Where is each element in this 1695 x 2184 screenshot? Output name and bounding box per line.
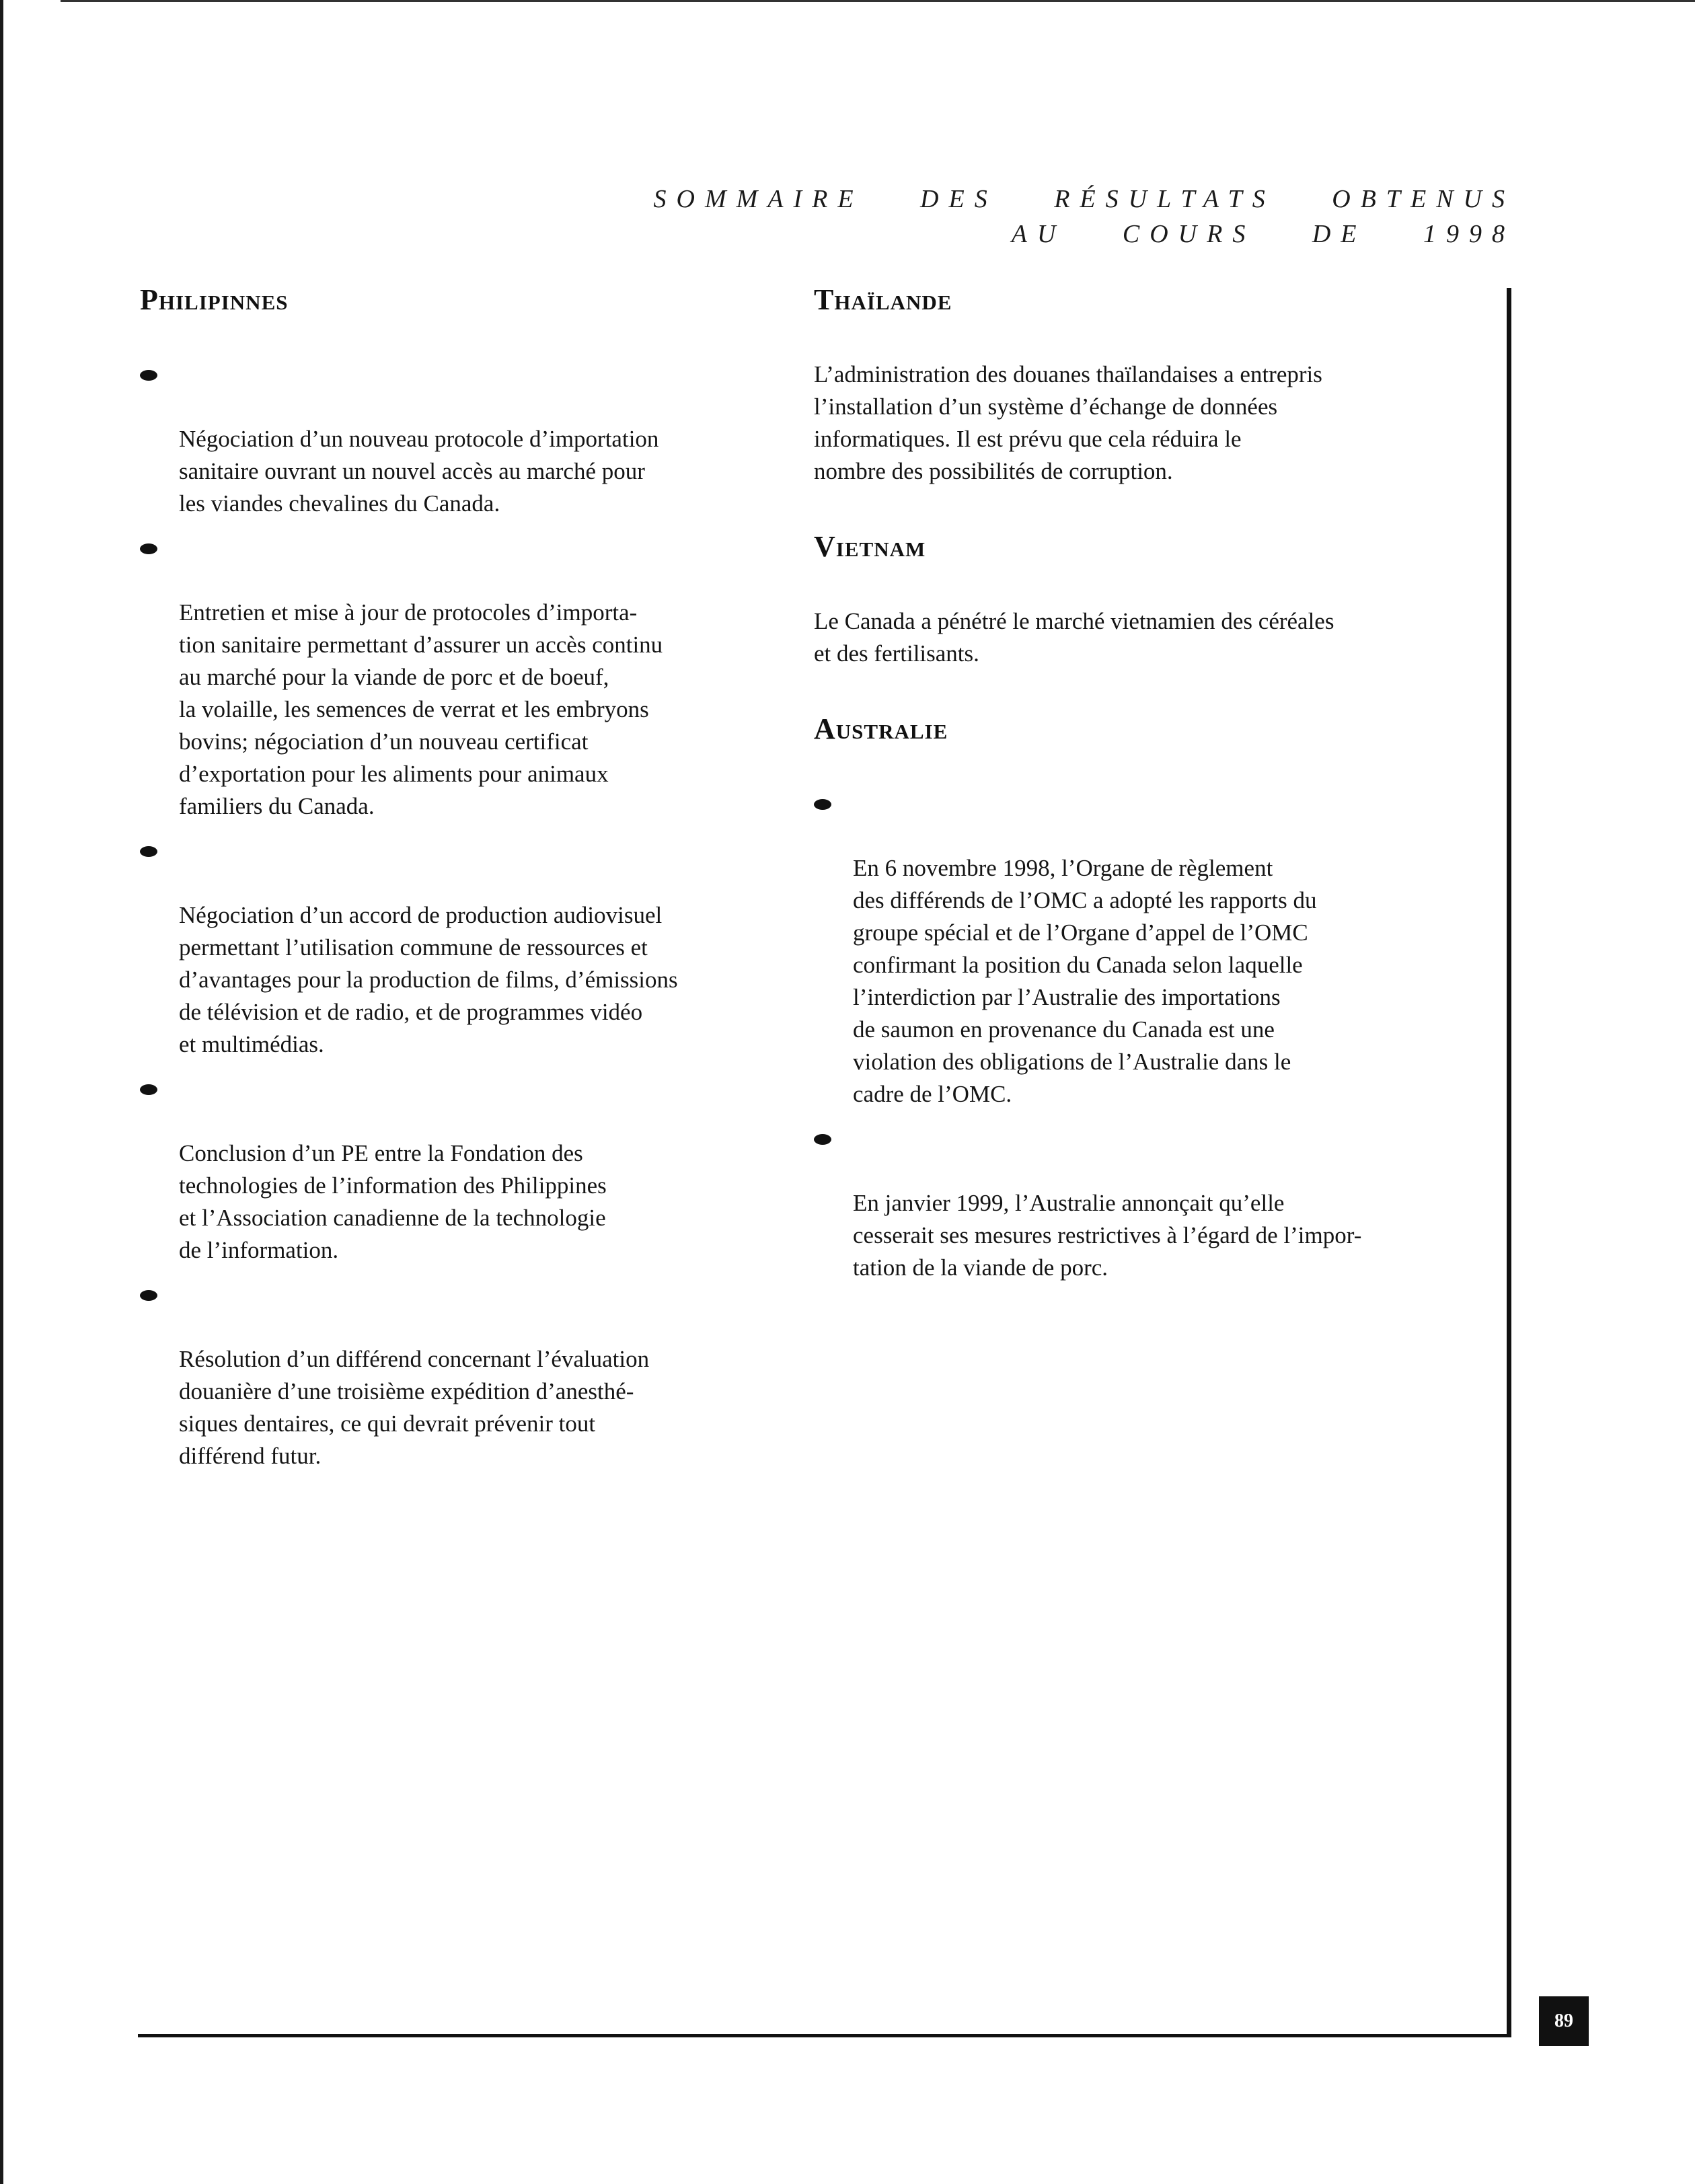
running-header-line-1: SOMMAIRE DES RÉSULTATS OBTENUS xyxy=(653,185,1515,213)
frame-rule-right xyxy=(1507,288,1511,2037)
list-item xyxy=(140,835,745,1061)
philippines-bullet-list xyxy=(140,359,745,1472)
australie-bullet-list xyxy=(814,788,1419,1284)
section-vietnam xyxy=(814,529,1419,670)
section-heading-philippines: Philipinnes xyxy=(140,283,289,316)
list-item-text: En janvier 1999, l’Australie annonçait qu’elle cesserait ses mesures restrictives à l’égard de l’impor- tation de la viande de porc. xyxy=(853,1190,1362,1281)
list-item xyxy=(814,788,1419,1110)
list-item-text: Entretien et mise à jour de protocoles d’importa- tion sanitaire permettant d’assurer un accès continu au marché pour la viande de porc et de boeuf, la volaille, les semences de verrat et les embryons bovins; négociation d’un nouveau certificat d’exportation pour les aliments pour animaux familiers du Canada. xyxy=(179,599,663,819)
section-thailande xyxy=(814,283,1419,488)
section-heading-vietnam: Vietnam xyxy=(814,530,926,563)
page-number: 89 xyxy=(1539,1996,1589,2046)
section-heading-thailande: Thaïlande xyxy=(814,283,952,316)
section-australie xyxy=(814,712,1419,1284)
bullet-icon xyxy=(140,1290,157,1301)
list-item xyxy=(140,1279,745,1472)
list-item xyxy=(140,1073,745,1267)
left-column xyxy=(140,283,745,1513)
list-item-text: En 6 novembre 1998, l’Organe de règlement des différends de l’OMC a adopté les rapports du groupe spécial et de l’Organe d’appel de l’OMC confirmant la position du Canada selon laquelle l’interdiction par l’Australie des importations de saumon en provenance du Canada est une violation des obligations de l’Australie dans le cadre de l’OMC. xyxy=(853,855,1317,1107)
bullet-icon xyxy=(140,1084,157,1095)
bullet-icon xyxy=(140,370,157,381)
running-header xyxy=(654,182,1515,252)
list-item-text: Négociation d’un nouveau protocole d’importation sanitaire ouvrant un nouvel accès au marché pour les viandes chevalines du Canada. xyxy=(179,426,659,517)
right-column xyxy=(814,283,1419,1324)
list-item-text: Négociation d’un accord de production audiovisuel permettant l’utilisation commune de ressources et d’avantages pour la production de films, d’émissions de télévision et de radio, et de programmes vidéo et multimédias. xyxy=(179,902,678,1057)
scan-edge-left xyxy=(0,0,3,2184)
scan-edge-top xyxy=(61,0,1695,2)
frame-rule-bottom xyxy=(138,2034,1511,2037)
list-item xyxy=(140,359,745,520)
bullet-icon xyxy=(140,846,157,857)
list-item xyxy=(140,532,745,823)
list-item-text: Résolution d’un différend concernant l’évaluation douanière d’une troisième expédition d’anesthé- siques dentaires, ce qui devrait prévenir tout différend futur. xyxy=(179,1346,650,1469)
thailande-paragraph: L’administration des douanes thaïlandaises a entrepris l’installation d’un système d’échange de données informatiques. Il est prévu que cela réduira le nombre des possibilités de corruption. xyxy=(814,361,1322,484)
bullet-icon xyxy=(814,1134,831,1145)
section-philippines xyxy=(140,283,745,1472)
bullet-icon xyxy=(814,799,831,810)
running-header-line-2: AU COURS DE 1998 xyxy=(1011,220,1515,248)
list-item xyxy=(814,1123,1419,1284)
bullet-icon xyxy=(140,543,157,554)
list-item-text: Conclusion d’un PE entre la Fondation des technologies de l’information des Philippines et l’Association canadienne de la technologie de l’information. xyxy=(179,1140,607,1263)
section-heading-australie: Australie xyxy=(814,712,948,745)
vietnam-paragraph: Le Canada a pénétré le marché vietnamien des céréales et des fertilisants. xyxy=(814,608,1334,667)
